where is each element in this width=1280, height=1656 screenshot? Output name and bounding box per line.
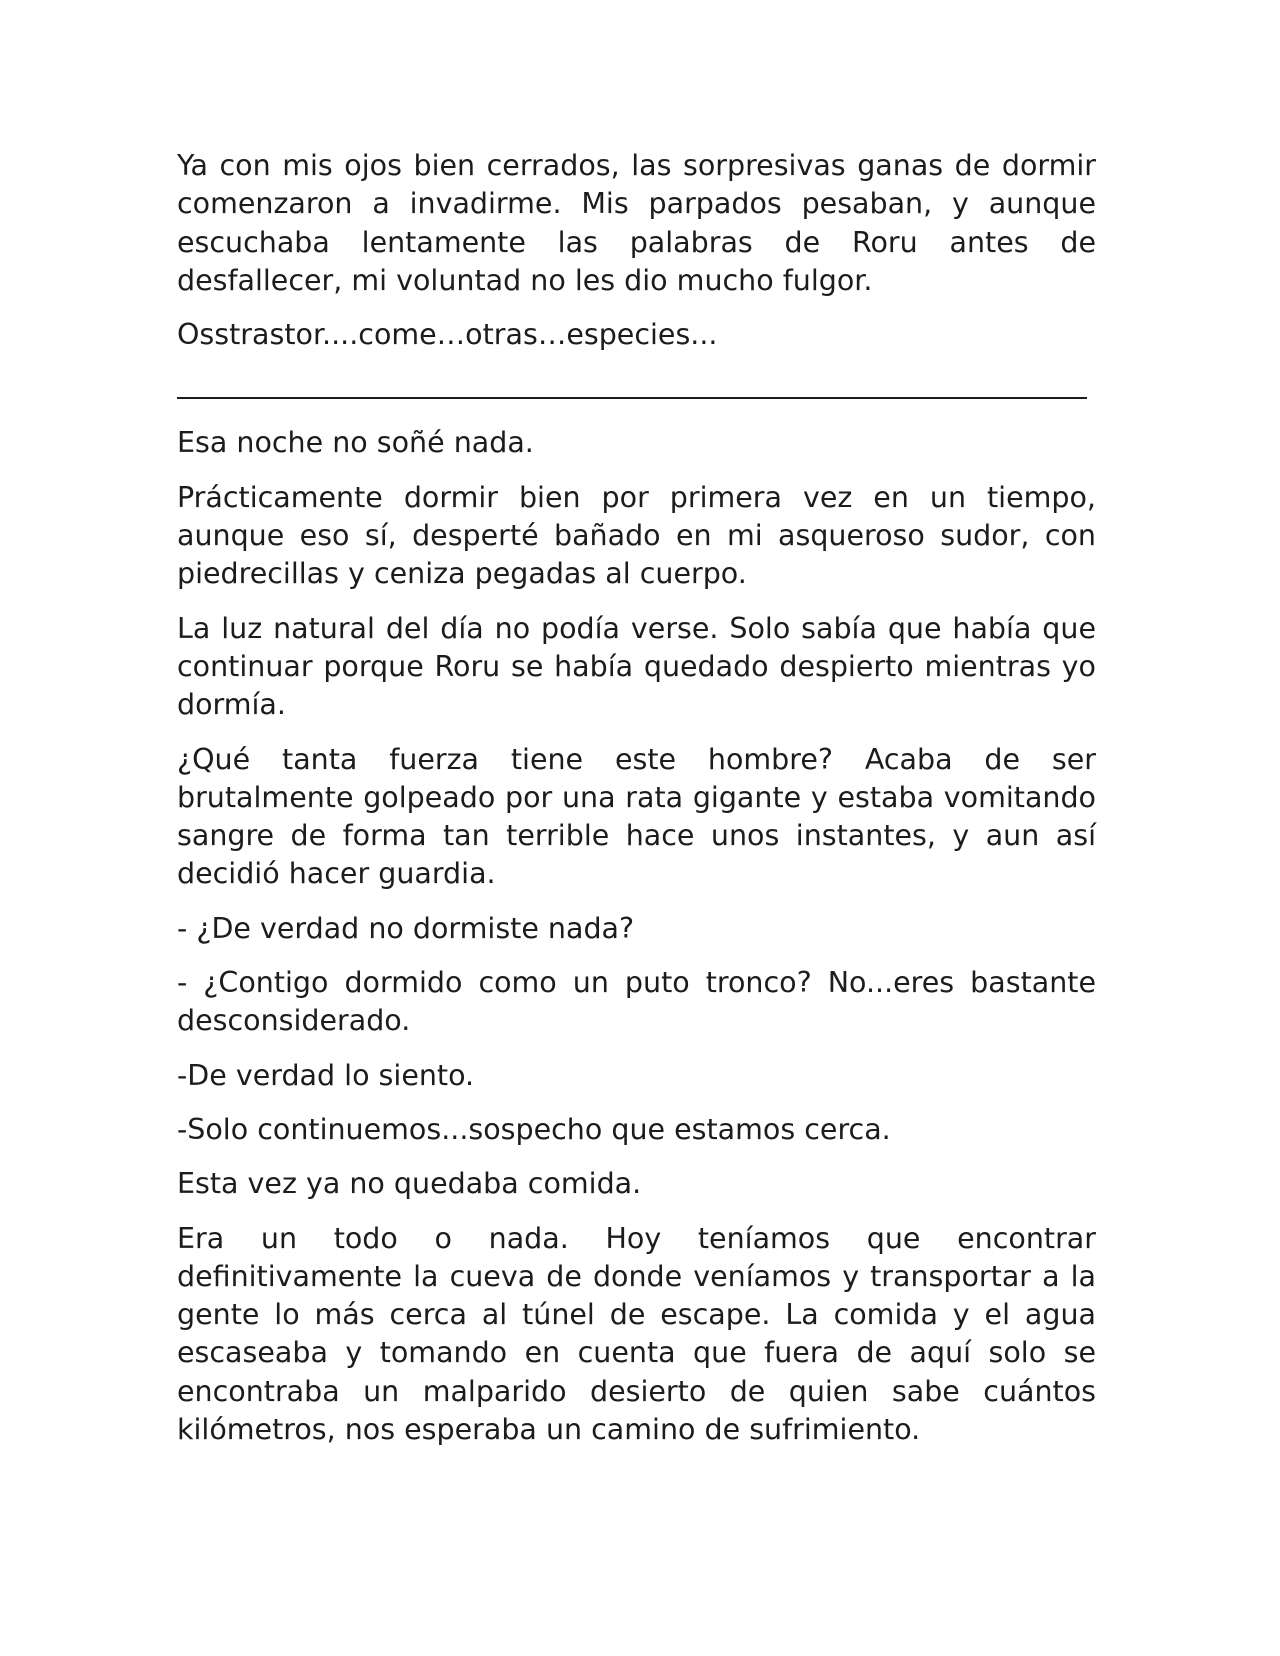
paragraph: Ya con mis ojos bien cerrados, las sorpresivas ganas de dormir comenzaron a invadirme. Mis parpados pesaban, y aunque escuchaba lentamente las palabras de Roru antes de desfallecer, mi voluntad no les dio mucho fulgor. — [177, 149, 1096, 297]
paragraph: Era un todo o nada. Hoy teníamos que encontrar definitivamente la cueva de donde veníamos y transportar a la gente lo más cerca al túnel de escape. La comida y el agua escaseaba y tomando en cuenta que fuera de aquí solo se encontraba un malparido desierto de quien sabe cuántos kilómetros, nos esperaba un camino de sufrimiento. — [177, 1221, 1096, 1447]
paragraph: Osstrastor....come…otras…especies... — [177, 318, 718, 352]
divider-line — [177, 397, 1087, 399]
dialogue-line: - ¿De verdad no dormiste nada? — [177, 911, 635, 945]
paragraph: La luz natural del día no podía verse. Solo sabía que había que continuar porque Roru se había quedado despierto mientras yo dormía. — [177, 611, 1096, 722]
dialogue-line: - ¿Contigo dormido como un puto tronco? No...eres bastante desconsiderado. — [177, 966, 1096, 1038]
paragraph: Prácticamente dormir bien por primera vez en un tiempo, aunque eso sí, desperté bañado en mi asqueroso sudor, con piedrecillas y ceniza pegadas al cuerpo. — [177, 480, 1096, 591]
paragraph: ¿Qué tanta fuerza tiene este hombre? Acaba de ser brutalmente golpeado por una rata gigante y estaba vomitando sangre de forma tan terrible hace unos instantes, y aun así decidió hacer guardia. — [177, 742, 1096, 891]
paragraph: Esta vez ya no quedaba comida. — [177, 1167, 642, 1201]
dialogue-line: -Solo continuemos...sospecho que estamos cerca. — [177, 1112, 891, 1146]
section-divider — [177, 370, 1096, 408]
body-text — [177, 147, 1096, 1465]
paragraph: Esa noche no soñé nada. — [177, 426, 534, 460]
dialogue-line: -De verdad lo siento. — [177, 1058, 475, 1092]
